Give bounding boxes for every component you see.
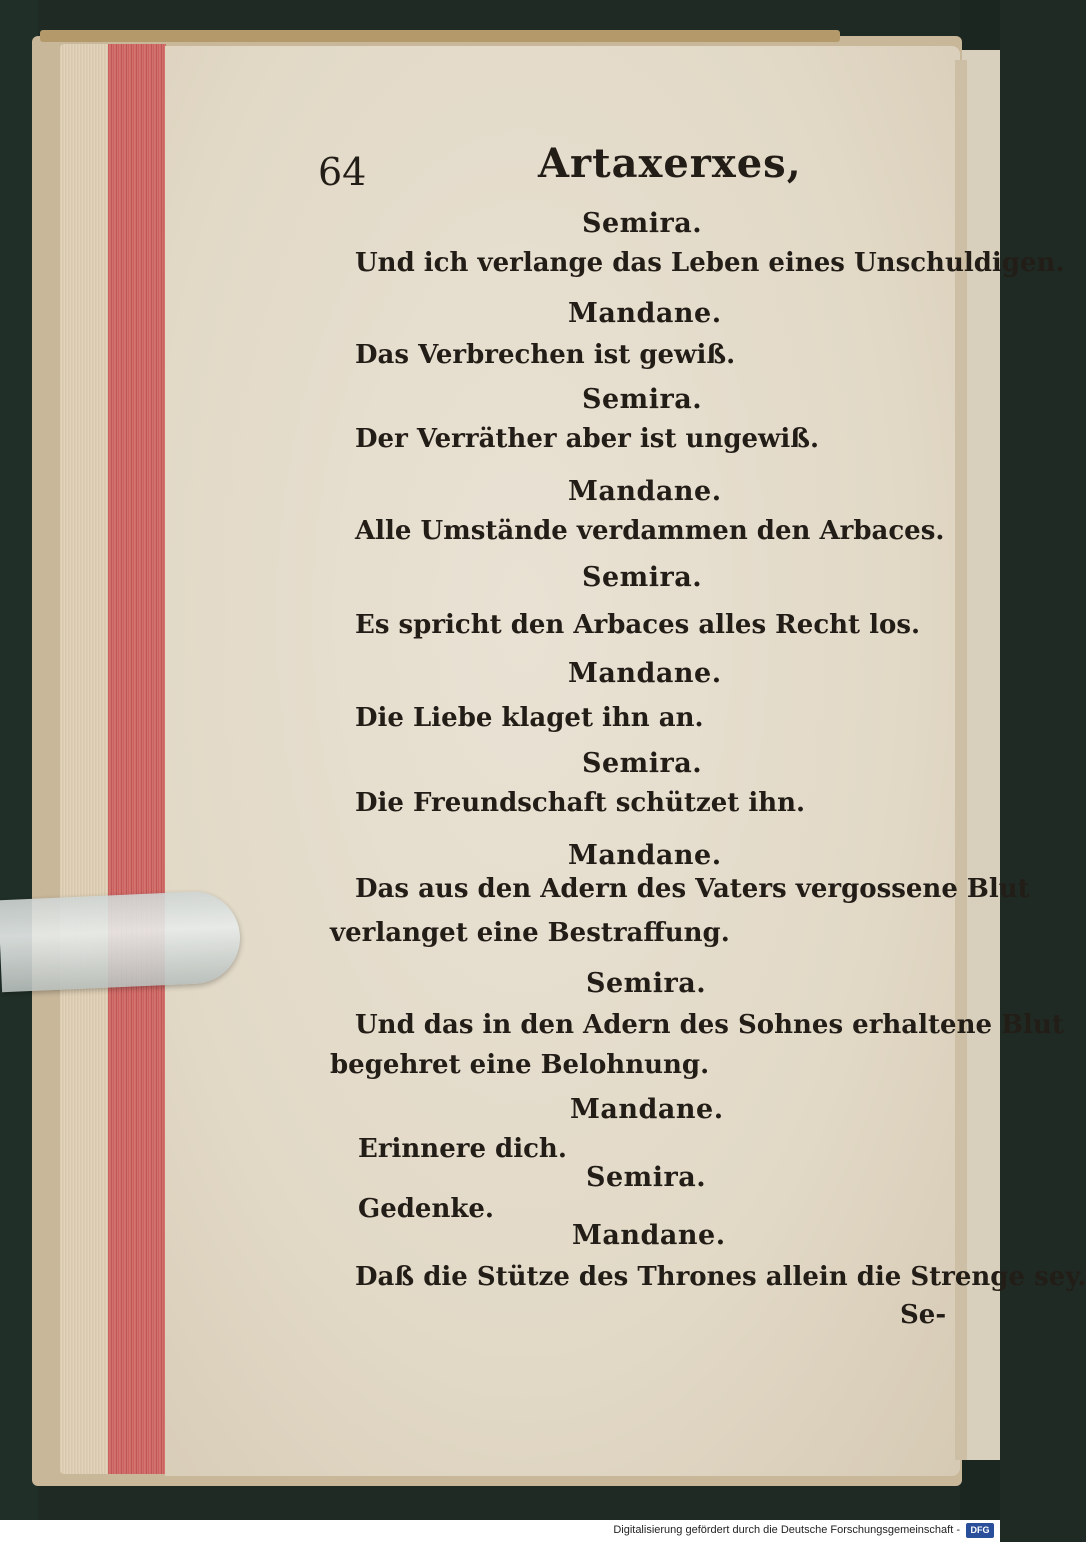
dialogue-line: Daß die Stütze des Thrones allein die Strenge sey. bbox=[355, 1262, 1086, 1292]
speaker-name: Mandane. bbox=[570, 1094, 724, 1125]
speaker-name: Mandane. bbox=[568, 298, 722, 329]
speaker-name: Semira. bbox=[582, 748, 703, 779]
speaker-name: Semira. bbox=[582, 384, 703, 415]
funding-credit: Digitalisierung gefördert durch die Deutsche Forschungsgemeinschaft - bbox=[613, 1524, 960, 1536]
dialogue-line: begehret eine Belohnung. bbox=[330, 1050, 710, 1080]
dialogue-line: verlanget eine Bestraffung. bbox=[330, 918, 730, 948]
running-title: Artaxerxes, bbox=[538, 140, 802, 187]
catchword: Se- bbox=[900, 1300, 947, 1330]
speaker-name: Mandane. bbox=[572, 1220, 726, 1251]
speaker-name: Mandane. bbox=[568, 658, 722, 689]
dialogue-line: Gedenke. bbox=[358, 1194, 494, 1224]
dfg-logo: DFG bbox=[966, 1523, 994, 1538]
dialogue-line: Der Verräther aber ist ungewiß. bbox=[355, 424, 820, 454]
speaker-name: Semira. bbox=[586, 968, 707, 999]
dialogue-line: Und das in den Adern des Sohnes erhaltene Blut bbox=[355, 1010, 1064, 1040]
speaker-name: Semira. bbox=[582, 562, 703, 593]
dialogue-line: Das aus den Adern des Vaters vergossene Blut bbox=[355, 874, 1030, 904]
bookmark-strip bbox=[0, 890, 242, 992]
dialogue-line: Alle Umstände verdammen den Arbaces. bbox=[355, 516, 945, 546]
footer-bar bbox=[0, 1520, 1000, 1542]
dialogue-line: Erinnere dich. bbox=[358, 1134, 567, 1164]
speaker-name: Semira. bbox=[582, 208, 703, 239]
speaker-name: Semira. bbox=[586, 1162, 707, 1193]
dialogue-line: Das Verbrechen ist gewiß. bbox=[355, 340, 736, 370]
dialogue-line: Und ich verlange das Leben eines Unschuldigen. bbox=[355, 248, 1065, 278]
speaker-name: Mandane. bbox=[568, 840, 722, 871]
dialogue-line: Es spricht den Arbaces alles Recht los. bbox=[355, 610, 921, 640]
page-number: 64 bbox=[318, 150, 367, 194]
dialogue-line: Die Freundschaft schützet ihn. bbox=[355, 788, 806, 818]
red-page-edge bbox=[108, 44, 166, 1474]
dialogue-line: Die Liebe klaget ihn an. bbox=[355, 703, 704, 733]
book-cover-edge bbox=[40, 30, 840, 42]
speaker-name: Mandane. bbox=[568, 476, 722, 507]
